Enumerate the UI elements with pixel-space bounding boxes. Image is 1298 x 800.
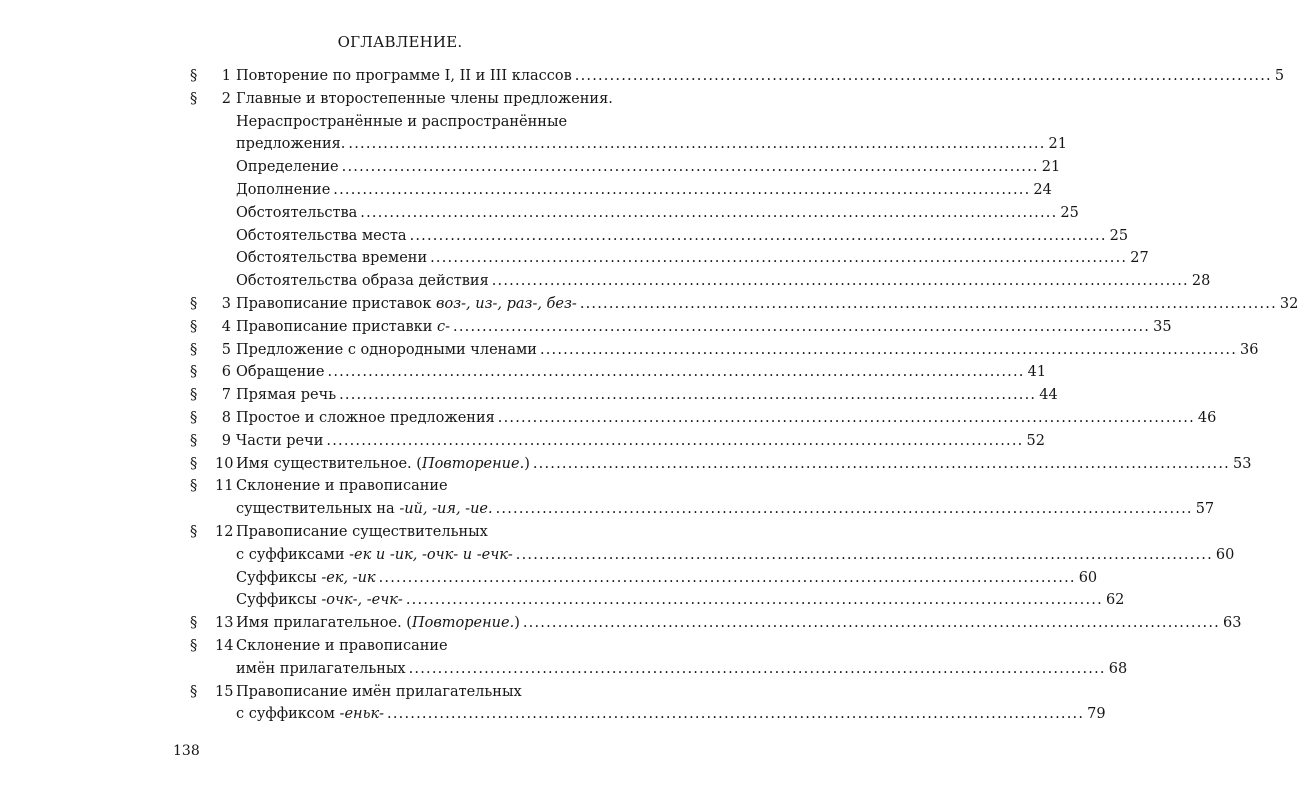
entry-title-text: Обстоятельства места [236,227,407,244]
section-sign: § [190,296,198,312]
toc-row [0,659,1128,679]
entry-title [236,454,530,474]
entry-title-text: Суффиксы [236,592,322,609]
toc-entry [236,568,1098,588]
toc-row [0,294,1298,314]
entry-page-number: 27 [1130,250,1149,267]
entry-title-text: Склонение и правописание [236,638,448,654]
toc-entry [236,431,1045,451]
dot-leader: ........................................................................................................................ [341,159,1039,176]
dot-leader: ........................................................................................................................ [491,273,1189,290]
section-number: 8 [221,410,231,426]
section-sign: § [190,478,198,495]
entry-title-text: Склонение и правописание [236,478,448,495]
toc-row [0,271,1211,291]
toc-row [0,545,1235,565]
toc-row [0,431,1045,451]
section-sign: § [190,68,198,84]
toc-entry [236,226,1129,246]
entry-title-text: Части речи [236,432,324,449]
page-number-footer: 138 [173,743,200,759]
toc-row [0,682,800,702]
toc-entry [236,294,1298,314]
dot-leader: ........................................................................................................................ [333,182,1031,198]
toc-entry [236,613,1242,633]
entry-page-number: 25 [1060,204,1079,221]
dot-leader: ........................................................................................................................ [408,660,1106,677]
entry-title-text: Обращение [236,364,325,381]
entry-title [236,476,448,496]
toc-entry [236,340,1259,360]
section-number: 3 [221,296,231,312]
dot-leader: ........................................................................................................................ [539,341,1238,358]
toc-entry [236,66,1285,86]
entry-title [236,271,489,291]
section-number: 2 [221,90,231,107]
toc-row [0,704,1106,724]
section-sign: § [190,410,198,426]
dot-leader: ........................................................................................................................ [574,68,1272,84]
entry-title-text: Обстоятельства [236,204,358,221]
entry-page-number: 62 [1105,592,1125,609]
toc-entry [236,659,1128,679]
entry-title [236,522,488,542]
toc-entry [236,454,1252,474]
entry-title [236,431,323,451]
section-number: 10 [215,455,234,472]
toc-entry [236,180,1052,200]
entry-page-number: 36 [1240,341,1259,358]
section-sign: § [190,455,198,472]
entry-page-number: 44 [1039,387,1058,404]
toc-row [0,180,1052,200]
entry-page-number: 53 [1232,455,1252,472]
toc-entry [236,203,1079,223]
section-sign: § [190,683,198,700]
entry-page-number: 21 [1048,136,1067,153]
dot-leader: ........................................................................................................................ [579,296,1277,312]
toc-row [0,203,1079,223]
entry-title [236,385,336,405]
entry-title [236,682,522,702]
entry-title-text: Обстоятельства времени [236,250,428,267]
section-number: 15 [215,683,234,700]
entry-title [236,545,513,565]
toc-row [0,636,800,656]
dot-leader: ........................................................................................................................ [378,569,1076,586]
dot-leader: ........................................................................................................................ [326,432,1024,449]
section-number: 6 [221,364,231,381]
toc-entry [236,362,1047,382]
toc-entry [236,385,1058,405]
section-sign: § [190,387,198,404]
section-number: 7 [221,387,231,404]
entry-title-text: ) [514,615,520,632]
toc-row [0,362,1047,382]
entry-page-number: 24 [1033,182,1052,198]
entry-title [236,590,403,610]
toc-entry [236,157,1061,177]
dot-leader: ........................................................................................................................ [495,501,1193,518]
entry-title-text: Имя существительное. ( [236,455,422,472]
entry-title-italic: -ек, -ик [321,569,376,586]
entry-page-number: 79 [1087,706,1106,723]
entry-title-text: Прямая речь [236,387,337,404]
section-number: 1 [221,68,231,84]
page-title: ОГЛАВЛЕНИЕ. [337,33,463,51]
toc-entry [236,545,1235,565]
entry-title-italic: -еньк- [339,706,385,723]
toc-entry [236,522,623,542]
entry-title-text: предложения. [236,136,346,153]
entry-page-number: 35 [1153,318,1172,335]
entry-title-text: Повторение по программе I, II и III классов [236,68,572,84]
dot-leader: ........................................................................................................................ [497,410,1195,426]
dot-leader: ........................................................................................................................ [360,204,1058,221]
entry-title [236,294,577,314]
dot-leader: ........................................................................................................................ [348,136,1046,153]
toc-entry [236,89,623,109]
entry-title [236,112,567,132]
dot-leader: ........................................................................................................................ [327,364,1025,381]
entry-title-text: Обстоятельства образа действия [236,273,489,290]
section-sign: § [190,615,198,632]
entry-page-number: 41 [1027,364,1047,381]
toc-row [0,134,1067,154]
toc-entry [236,112,623,132]
entry-title [236,66,572,86]
entry-title-text: Нераспространённые и распространённые [236,113,568,130]
entry-title [236,157,339,177]
entry-title [236,317,450,337]
section-sign: § [190,638,198,654]
entry-title-italic: -очк-, -ечк- [321,592,403,609]
toc-row [0,613,1242,633]
section-sign: § [190,341,198,358]
entry-title-text: Правописание приставок [236,296,437,312]
toc-row [0,522,800,542]
entry-title [236,362,325,382]
dot-leader: ........................................................................................................................ [515,546,1213,563]
entry-page-number: 5 [1274,68,1285,84]
toc-row [0,89,800,109]
toc-row [0,112,800,132]
toc-row [0,408,1217,428]
toc-entry [236,704,1106,724]
entry-page-number: 60 [1215,546,1235,563]
dot-leader: ........................................................................................................................ [430,250,1128,267]
section-number: 13 [215,615,234,632]
toc-entry [236,317,1172,337]
toc-row [0,454,1252,474]
dot-leader: ........................................................................................................................ [453,318,1151,335]
dot-leader: ........................................................................................................................ [387,706,1085,723]
toc-entry [236,682,623,702]
toc-entry [236,134,1067,154]
entry-title-text: Правописание имён прилагательных [236,683,522,700]
section-number: 9 [221,432,231,449]
toc-entry [236,590,1125,610]
toc-row [0,317,1172,337]
entry-title-text: Имя прилагательное. ( [236,615,412,632]
dot-leader: ........................................................................................................................ [405,592,1103,609]
entry-page-number: 52 [1026,432,1045,449]
toc-entry [236,499,1215,519]
entry-title-text: с суффиксом [236,706,340,723]
entry-page-number: 21 [1041,159,1061,176]
entry-title-text: с суффиксами [236,546,350,563]
dot-leader: ........................................................................................................................ [532,455,1230,472]
entry-title-text: ) [524,455,530,472]
entry-page-number: 28 [1191,273,1211,290]
section-sign: § [190,364,198,381]
entry-title-text: Предложение с однородными членами [236,341,537,358]
entry-title-text: Определение [236,159,339,176]
entry-page-number: 63 [1222,615,1242,632]
toc-row [0,385,1058,405]
entry-page-number: 25 [1109,227,1129,244]
section-sign: § [190,524,198,540]
entry-title [236,226,407,246]
entry-title-text: имён прилагательных [236,660,406,677]
toc-row [0,226,1129,246]
section-number: 4 [221,318,231,335]
toc-entry [236,476,623,496]
entry-title-italic: Повторение. [421,455,525,472]
entry-title-text: Суффиксы [236,569,322,586]
entry-title-italic: -ий, -ия, -ие. [399,501,493,518]
entry-title [236,568,376,588]
toc-row [0,157,1061,177]
entry-title [236,180,330,200]
entry-title [236,89,613,109]
toc-row [0,568,1098,588]
toc-entry [236,248,1149,268]
section-number: 14 [215,638,234,654]
section-sign: § [190,318,198,335]
entry-title-text: Дополнение [236,182,331,198]
entry-title [236,613,520,633]
entry-title [236,203,357,223]
entry-title [236,408,495,428]
entry-title-italic: с- [436,318,451,335]
entry-title [236,134,345,154]
entry-page-number: 60 [1078,569,1098,586]
entry-page-number: 46 [1197,410,1217,426]
entry-title-italic: -ек и -ик, -очк- и -ечк- [349,546,513,563]
toc-row [0,499,1215,519]
entry-title-italic: воз-, из-, раз-, без- [436,296,577,312]
toc-entry [236,271,1211,291]
entry-title [236,248,427,268]
dot-leader: ........................................................................................................................ [522,615,1220,632]
entry-title-text: Правописание существительных [236,524,488,540]
entry-title-text: Правописание приставки [236,318,437,335]
entry-page-number: 68 [1108,660,1128,677]
entry-page-number: 57 [1195,501,1215,518]
entry-title [236,704,384,724]
entry-title-italic: Повторение. [411,615,515,632]
section-number: 5 [221,341,231,358]
section-sign: § [190,90,198,107]
dot-leader: ........................................................................................................................ [339,387,1037,404]
entry-title [236,499,493,519]
dot-leader: ........................................................................................................................ [409,227,1107,244]
toc-entry [236,408,1217,428]
section-number: 11 [215,478,234,495]
entry-title [236,659,406,679]
entry-title-text: существительных на [236,501,400,518]
entry-title [236,636,448,656]
toc-row [0,66,1285,86]
entry-title-text: Главные и второстепенные члены предложения. [236,90,613,107]
entry-page-number: 32 [1279,296,1298,312]
entry-title [236,340,537,360]
toc-row [0,476,800,496]
toc-row [0,340,1259,360]
toc-row [0,590,1125,610]
toc-row [0,248,1149,268]
section-sign: § [190,432,198,449]
entry-title-text: Простое и сложное предложения [236,410,495,426]
toc-entry [236,636,623,656]
section-number: 12 [215,524,234,540]
